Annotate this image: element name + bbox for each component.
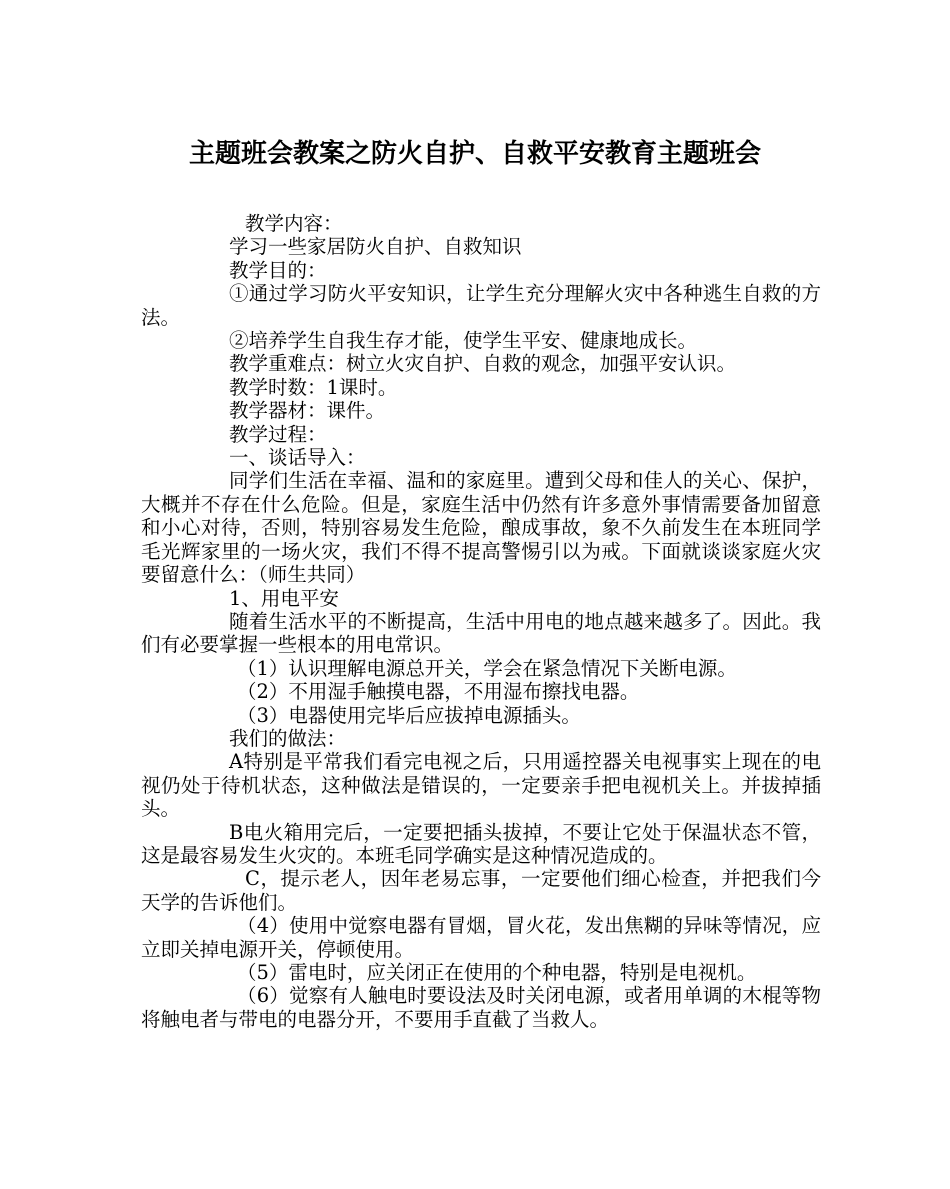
paragraph-our-practice-heading: 我们的做法：	[229, 726, 347, 750]
paragraph-item-4: （4）使用中觉察电器有冒烟，冒火花，发出焦糊的异味等情况，应立即关掉电源开关，停顿使用。	[141, 914, 821, 961]
paragraph-class-hours: 教学时数：1课时。	[229, 375, 398, 399]
paragraph-section-intro-heading: 一、谈话导入：	[229, 446, 366, 470]
paragraph-practice-c: C，提示老人，因年老易忘事，一定要他们细心检查，并把我们今天学的告诉他们。	[141, 867, 821, 914]
paragraph-item-5: （5）雷电时，应关闭正在使用的个种电器，特别是电视机。	[237, 961, 757, 984]
paragraph-process-heading: 教学过程：	[229, 422, 327, 446]
paragraph-item-6: （6）觉察有人触电时要设法及时关闭电源，或者用单调的木棍等物将触电者与带电的电器分开，不要用手直截了当救人。	[141, 984, 821, 1031]
paragraph-practice-a: A特别是平常我们看完电视之后，只用遥控器关电视事实上现在的电视仍处于待机状态，这种做法是错误的，一定要亲手把电视机关上。并拔掉插头。	[141, 750, 821, 821]
paragraph-intro-text: 同学们生活在幸福、温和的家庭里。遭到父母和佳人的关心、保护，大概并不存在什么危险。但是，家庭生活中仍然有许多意外事情需要备加留意和小心对待，否则，特别容易发生危险，酿成事故，象不久前发生在本班同学毛光辉家里的一场火灾，我们不得不提高警惕引以为戒。下面就谈谈家庭火灾要留意什么：（师生共同）	[141, 469, 821, 587]
paragraph-item-3: （3）电器使用完毕后应拔掉电源插头。	[237, 703, 581, 727]
paragraph-electric-safety-text: 随着生活水平的不断提高，生活中用电的地点越来越多了。因此。我们有必要掌握一些根本的用电常识。	[141, 609, 821, 657]
paragraph-teaching-content-heading: 教学内容：	[245, 212, 343, 235]
paragraph-equipment: 教学器材：课件。	[229, 399, 386, 423]
paragraph-goal-2: ②培养学生自我生存才能，使学生平安、健康地成长。	[229, 329, 698, 353]
paragraph-electric-safety-heading: 1、用电平安	[229, 586, 339, 610]
document-body	[141, 212, 821, 1031]
paragraph-teaching-content: 学习一些家居防火自护、自救知识	[229, 235, 522, 259]
paragraph-item-2: （2）不用湿手触摸电器，不用湿布擦找电器。	[237, 680, 640, 704]
document-title: 主题班会教案之防火自护、自救平安教育主题班会	[188, 139, 761, 169]
paragraph-item-1: （1）认识理解电源总开关，学会在紧急情况下关断电源。	[237, 656, 737, 680]
paragraph-goal-1: ①通过学习防火平安知识，让学生充分理解火灾中各种逃生自救的方法。	[141, 282, 821, 329]
paragraph-key-points: 教学重难点：树立火灾自护、自救的观念，加强平安认识。	[229, 352, 737, 376]
paragraph-practice-b: B电火箱用完后，一定要把插头拔掉，不要让它处于保温状态不管，这是最容易发生火灾的。本班毛同学确实是这种情况造成的。	[141, 820, 821, 867]
paragraph-teaching-goal-heading: 教学目的：	[229, 258, 327, 282]
